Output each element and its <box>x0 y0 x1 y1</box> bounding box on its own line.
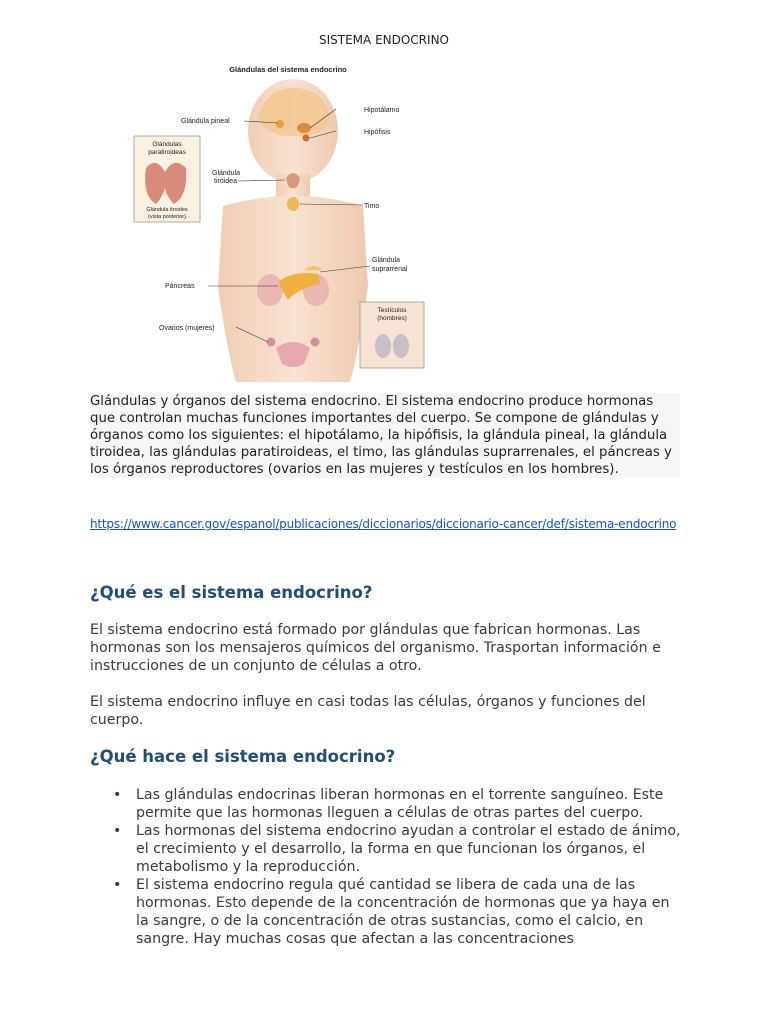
paragraph-definition: El sistema endocrino está formado por glándulas que fabrican hormonas. Las hormonas son los mensajeros químicos del organismo. Trasportan información e instrucciones de un conjunto de células a otro. <box>90 622 661 674</box>
thyroid-posterior-label-2: (vista posterior) <box>148 214 186 220</box>
paragraph-influence: El sistema endocrino influye en casi todas las células, órganos y funciones del cuerpo. <box>90 694 646 728</box>
list-item: • Las hormonas del sistema endocrino ayudan a controlar el estado de ánimo, el crecimiento y el desarrollo, la forma en que funcionan los órganos, el metabolismo y la reproducción. <box>110 822 685 876</box>
left-testis <box>375 334 391 358</box>
parathyroid-label-1: Glándulas <box>152 141 182 148</box>
figure-title: Glándulas del sistema endocrino <box>229 65 347 74</box>
left-kidney <box>257 274 283 306</box>
pineal-gland <box>276 120 284 128</box>
thyroid-label-1: Glándula <box>212 170 241 177</box>
hypothalamus-label: Hipotálamo <box>364 107 400 114</box>
section-heading-what-is: ¿Qué es el sistema endocrino? <box>90 583 373 602</box>
thyroid-label-2: tiroidea <box>214 178 237 185</box>
parathyroid-label-2: paratiroideas <box>148 149 186 156</box>
source-link[interactable]: https://www.cancer.gov/espanol/publicaciones/diccionarios/diccionario-cancer/def/sistema-endocrino <box>90 517 677 531</box>
right-ovary <box>311 338 320 347</box>
pineal-gland-label: Glándula pineal <box>181 118 230 125</box>
testes-label-1: Testículos <box>377 307 407 314</box>
adrenal-label-2: suprarrenal <box>372 266 408 273</box>
pituitary-gland <box>303 135 310 142</box>
thymus <box>287 197 299 211</box>
testes-inset <box>360 302 424 368</box>
endocrine-system-illustration <box>128 56 440 382</box>
pituitary-label: Hipófisis <box>364 129 391 136</box>
list-item: • El sistema endocrino regula qué cantidad se libera de cada una de las hormonas. Esto depende de la concentración de hormonas que ya haya en la sangre, o de la concentración de otras sustancias, como el calcio, en sangre. Hay muchas cosas que afectan a las concentraciones <box>110 876 685 948</box>
thyroid-posterior-label-1: Glándula tiroides <box>146 207 188 213</box>
right-testis <box>393 334 409 358</box>
list-item: • Las glándulas endocrinas liberan hormonas en el torrente sanguíneo. Este permite que las hormonas lleguen a células de otras partes del cuerpo. <box>110 786 685 822</box>
pancreas-label: Páncreas <box>165 283 195 290</box>
document-title: SISTEMA ENDOCRINO <box>319 33 449 47</box>
endocrine-diagram <box>128 56 440 382</box>
hypothalamus <box>297 123 311 133</box>
function-bullet-list <box>110 786 685 948</box>
adrenal-label-1: Glándula <box>372 257 401 264</box>
figure-caption: Glándulas y órganos del sistema endocrino. El sistema endocrino produce hormonas que controlan muchas funciones importantes del cuerpo. Se compone de glándulas y órganos como los siguientes: el hipotálamo, la hipófisis, la glándula pineal, la glándula tiroidea, las glándulas paratiroideas, el timo, las glándulas suprarrenales, el páncreas y los órganos reproductores (ovarios en las mujeres y testículos en los hombres). <box>90 393 680 478</box>
section-heading-what-does: ¿Qué hace el sistema endocrino? <box>90 747 396 766</box>
testes-label-2: (hombres) <box>377 315 407 322</box>
thymus-label: Timo <box>364 203 380 210</box>
parathyroid-inset <box>134 136 200 222</box>
ovaries-label: Ovarios (mujeres) <box>159 325 215 332</box>
